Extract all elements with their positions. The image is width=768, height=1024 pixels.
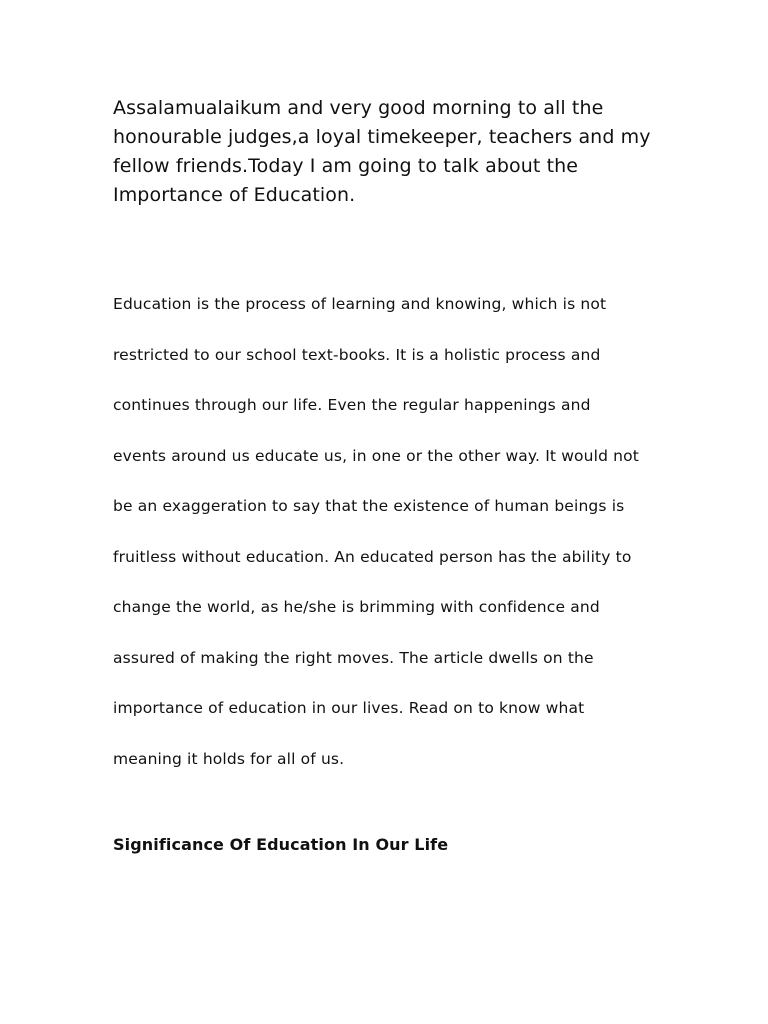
body-line: restricted to our school text-books. It is a holistic process and — [113, 345, 601, 364]
body-line: fruitless without education. An educated person has the ability to — [113, 547, 632, 566]
intro-line: honourable judges,a loyal timekeeper, teachers and my — [113, 126, 651, 148]
body-line: meaning it holds for all of us. — [113, 749, 345, 768]
intro-paragraph — [113, 94, 651, 210]
body-line: be an exaggeration to say that the existence of human beings is — [113, 497, 625, 515]
body-line: events around us educate us, in one or the other way. It would not — [113, 446, 640, 465]
body-line: importance of education in our lives. Read on to know what — [113, 699, 585, 717]
education-paragraph — [113, 279, 639, 784]
intro-line: fellow friends.Today I am going to talk about the — [113, 155, 579, 177]
body-line: continues through our life. Even the regular happenings and — [113, 396, 591, 414]
body-line: Education is the process of learning and knowing, which is not — [113, 295, 607, 313]
body-line: assured of making the right moves. The article dwells on the — [113, 648, 594, 667]
section-heading: Significance Of Education In Our Life — [113, 835, 449, 854]
intro-line: Assalamualaikum and very good morning to all the — [113, 97, 604, 119]
body-line: change the world, as he/she is brimming with confidence and — [113, 598, 600, 616]
intro-line: Importance of Education. — [113, 184, 356, 206]
